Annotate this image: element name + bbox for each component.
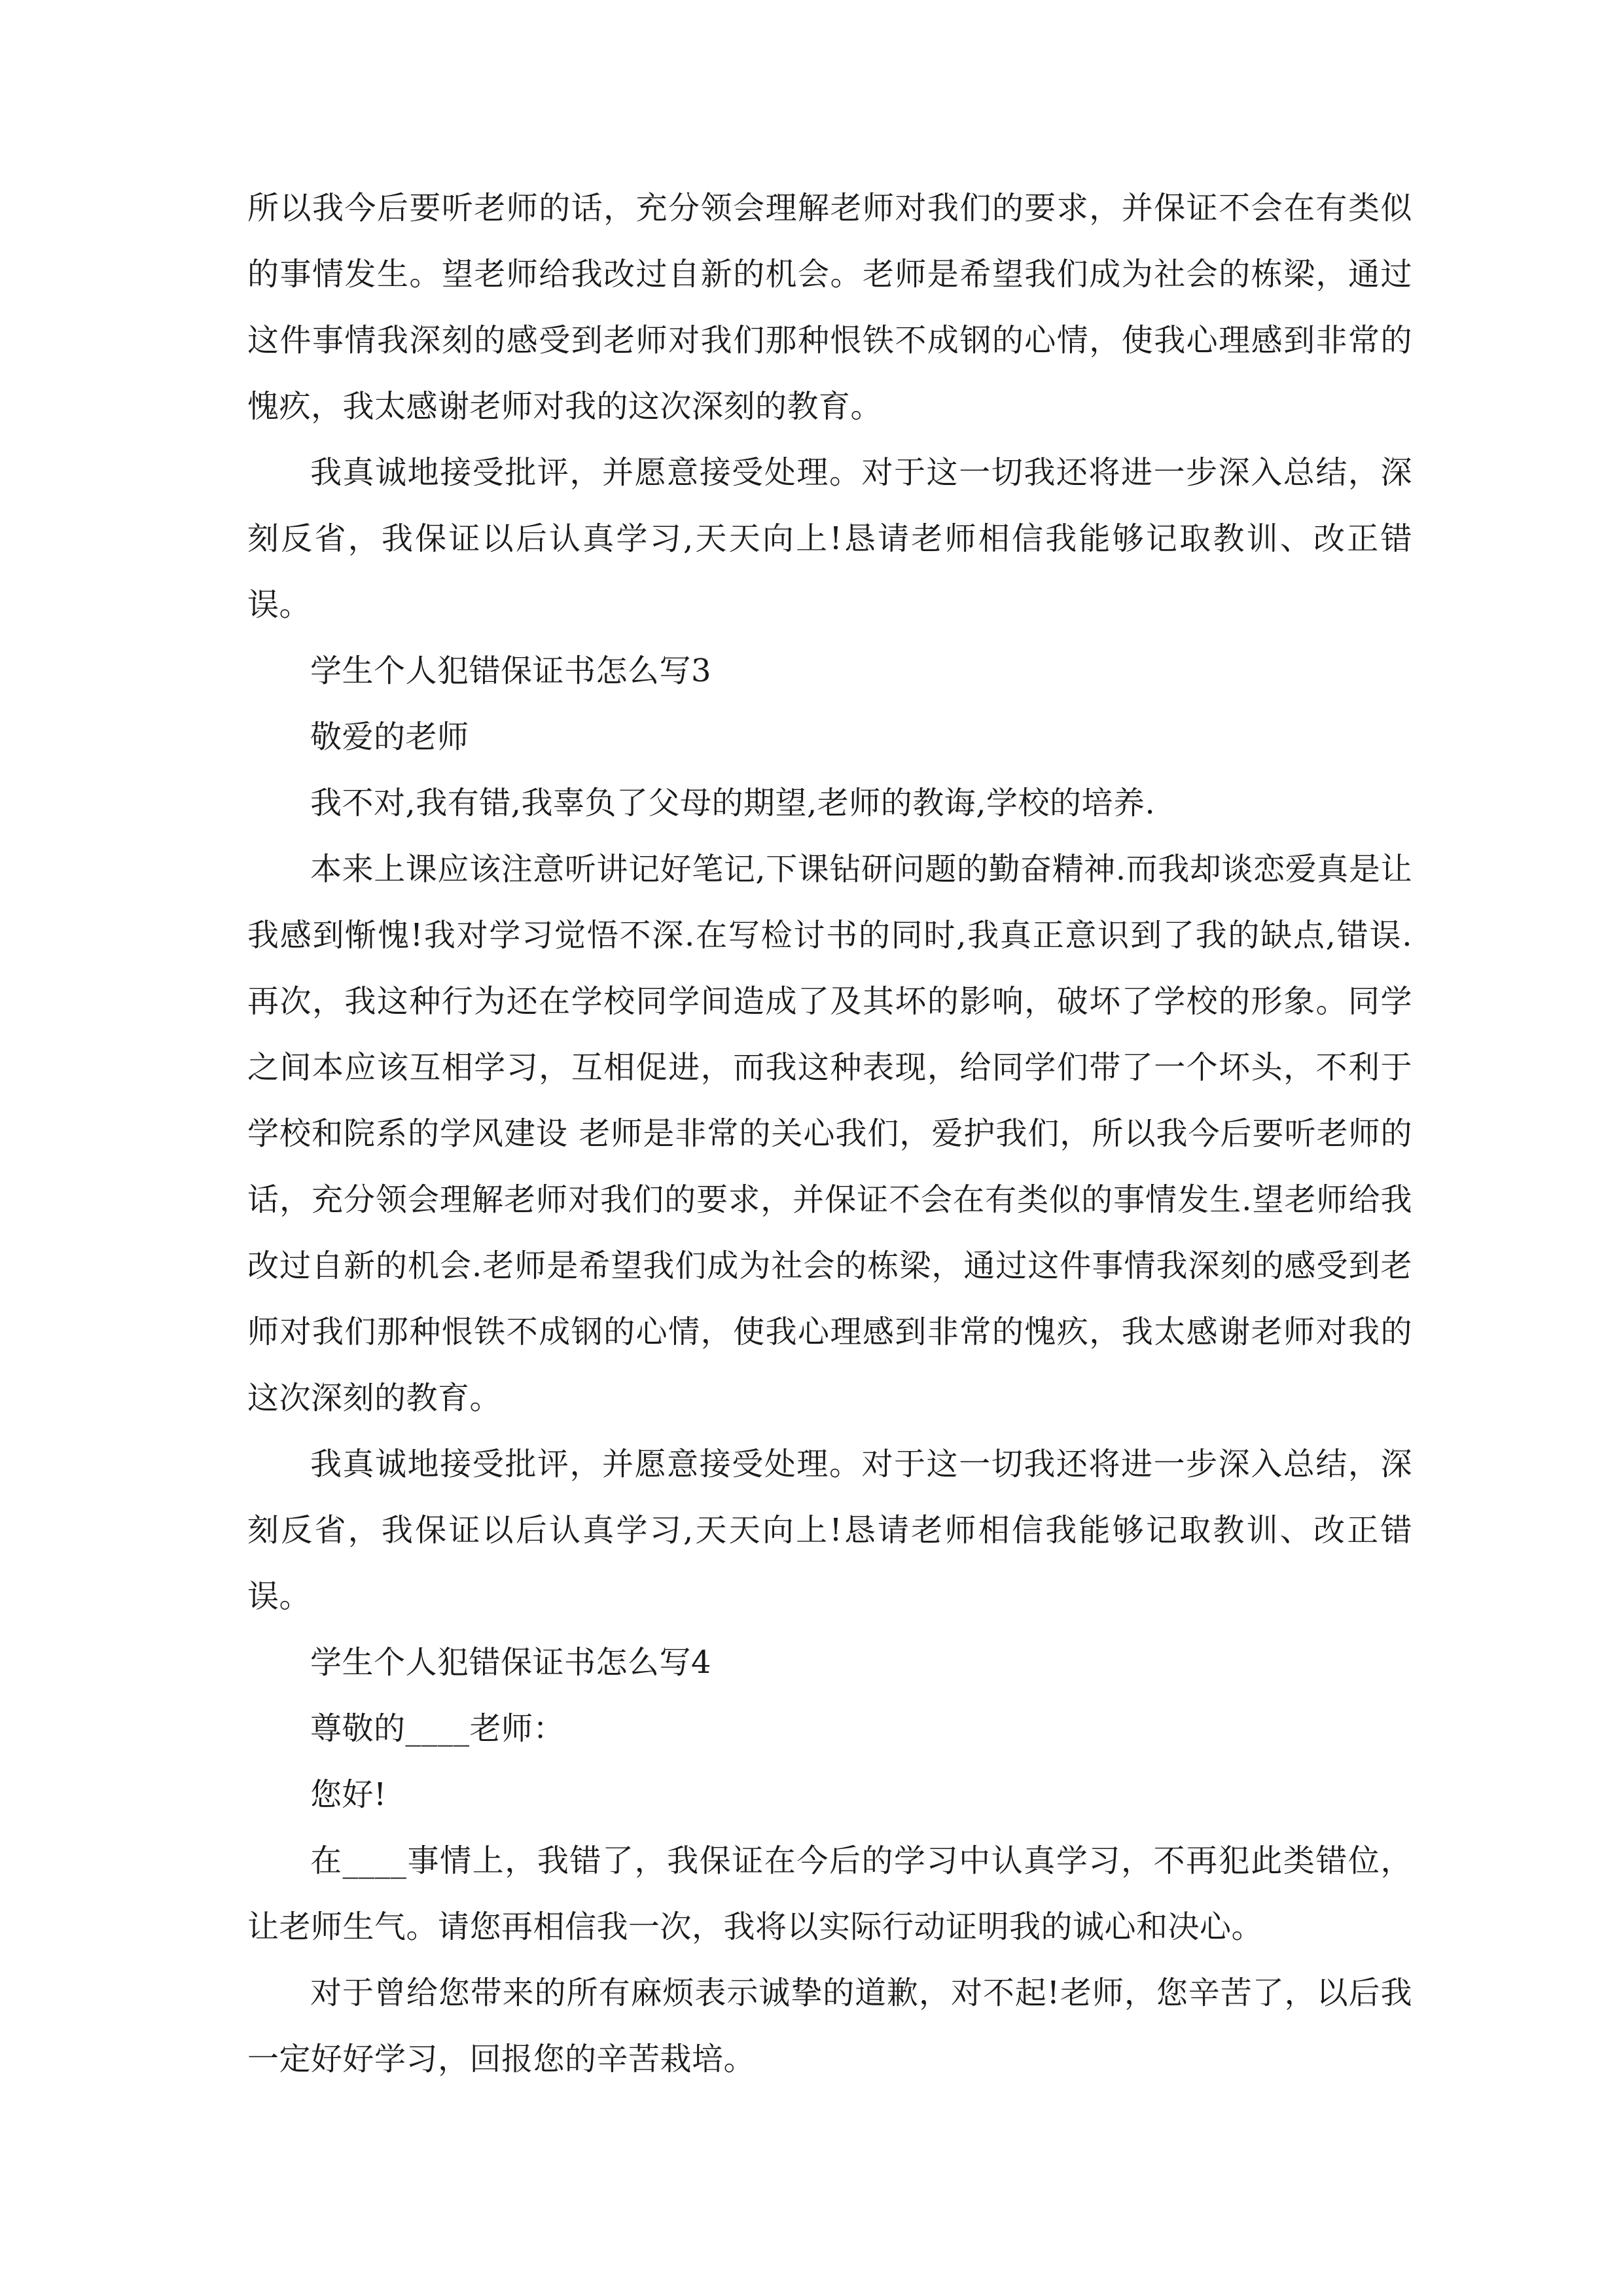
salutation-3: 敬爱的老师 [310, 719, 469, 755]
document-body [247, 175, 1412, 2092]
paragraph-5: 我真诚地接受批评，并愿意接受处理。对于这一切我还将进一步深入总结，深刻反省，我保证以后认真学习,天天向上!恳请老师相信我能够记取教训、改正错误。 [247, 1446, 1412, 1615]
paragraph-4: 本来上课应该注意听讲记好笔记,下课钻研问题的勤奋精神.而我却谈恋爱真是让我感到惭愧!我对学习觉悟不深.在写检讨书的同时,我真正意识到了我的缺点,错误.再次，我这种行为还在学校同学间造成了及其坏的影响，破坏了学校的形象。同学之间本应该互相学习，互相促进，而我这种表现，给同学们带了一个坏头，不利于学校和院系的学风建设 老师是非常的关心我们，爱护我们，所以我今后要听老师的话，充分领会理解老师对我们的要求，并保证不会在有类似的事情发生.望老师给我改过自新的机会.老师是希望我们成为社会的栋梁，通过这件事情我深刻的感受到老师对我们那种恨铁不成钢的心情，使我心理感到非常的愧疚，我太感谢老师对我的这次深刻的教育。 [247, 851, 1412, 1416]
section-heading-3: 学生个人犯错保证书怎么写3 [310, 653, 712, 689]
salutation-4: 尊敬的____老师： [310, 1710, 565, 1747]
paragraph-2: 我真诚地接受批评，并愿意接受处理。对于这一切我还将进一步深入总结，深刻反省，我保证以后认真学习,天天向上!恳请老师相信我能够记取教训、改正错误。 [247, 454, 1412, 623]
section-heading-4: 学生个人犯错保证书怎么写4 [310, 1644, 712, 1681]
paragraph-7: 对于曾给您带来的所有麻烦表示诚挚的道歉，对不起!老师，您辛苦了，以后我一定好好学习，回报您的辛苦栽培。 [247, 1975, 1412, 2077]
paragraph-6: 在____事情上，我错了，我保证在今后的学习中认真学习，不再犯此类错位，让老师生气。请您再相信我一次，我将以实际行动证明我的诚心和决心。 [247, 1842, 1412, 1945]
paragraph-3: 我不对,我有错,我辜负了父母的期望,老师的教诲,学校的培养. [310, 785, 1156, 821]
greeting: 您好! [310, 1776, 387, 1813]
paragraph-1: 所以我今后要听老师的话，充分领会理解老师对我们的要求，并保证不会在有类似的事情发生。望老师给我改过自新的机会。老师是希望我们成为社会的栋梁，通过这件事情我深刻的感受到老师对我们那种恨铁不成钢的心情，使我心理感到非常的愧疚，我太感谢老师对我的这次深刻的教育。 [247, 190, 1412, 425]
